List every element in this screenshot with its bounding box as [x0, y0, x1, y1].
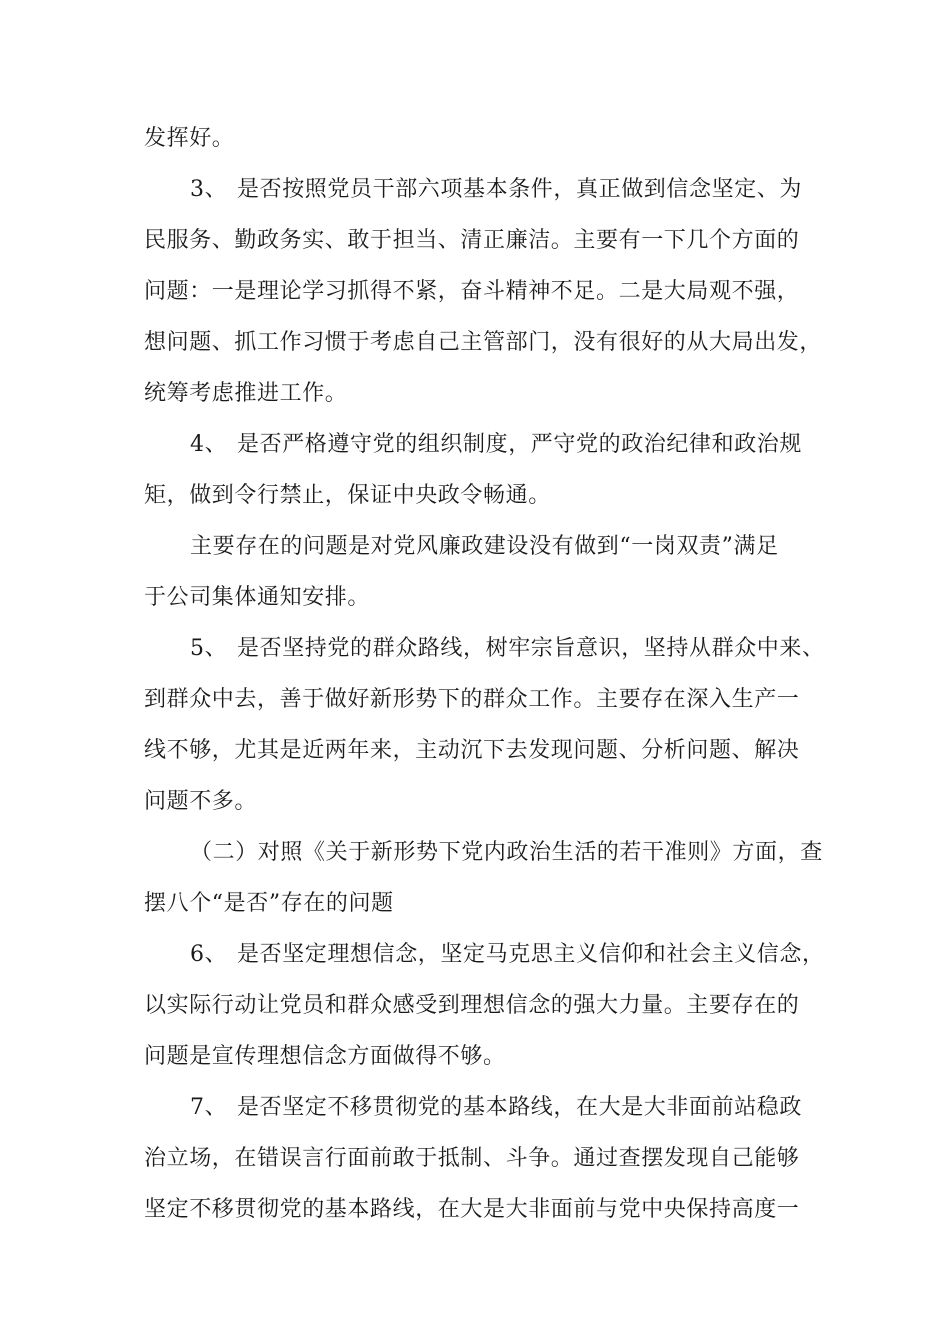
paragraph-line: 问题是宣传理想信念方面做得不够。: [144, 1044, 506, 1069]
list-item-7-line: 7、 是否坚定不移贯彻党的基本路线，在大是大非面前站稳政: [190, 1088, 824, 1128]
paragraph-line: 主要存在的问题是对党风廉政建设没有做到“一岗双责”满足: [190, 534, 779, 559]
list-item-3-line: 3、 是否按照党员干部六项基本条件，真正做到信念坚定、为: [190, 170, 824, 210]
paragraph-line: 坚定不移贯彻党的基本路线，在大是大非面前与党中央保持高度一: [144, 1197, 800, 1222]
paragraph-line: 发挥好。: [144, 126, 235, 151]
item-number: 4、: [190, 432, 228, 457]
section-heading-line: （二）对照《关于新形势下党内政治生活的若干准则》方面，查: [190, 840, 823, 865]
paragraph-line: 问题不多。: [144, 789, 258, 814]
paragraph-line: 问题：一是理论学习抓得不紧，奋斗精神不足。二是大局观不强，: [144, 279, 800, 304]
item-number: 6、: [190, 942, 228, 967]
paragraph-line: 以实际行动让党员和群众感受到理想信念的强大力量。主要存在的: [144, 993, 800, 1018]
item-number: 3、: [190, 177, 228, 202]
paragraph-line: 想问题、抓工作习惯于考虑自己主管部门，没有很好的从大局出发，: [144, 330, 823, 355]
paragraph-line: 到群众中去，善于做好新形势下的群众工作。主要存在深入生产一: [144, 687, 800, 712]
paragraph-line: 线不够，尤其是近两年来，主动沉下去发现问题、分析问题、解决: [144, 738, 800, 763]
section-heading-line: 摆八个“是否”存在的问题: [144, 891, 394, 916]
paragraph-line: 治立场，在错误言行面前敢于抵制、斗争。通过查摆发现自己能够: [144, 1146, 800, 1171]
item-number: 7、: [190, 1095, 228, 1120]
paragraph-line: 于公司集体通知安排。: [144, 585, 371, 610]
list-item-4-line: 4、 是否严格遵守党的组织制度，严守党的政治纪律和政治规: [190, 425, 824, 465]
list-item-6-line: 6、 是否坚定理想信念，坚定马克思主义信仰和社会主义信念，: [190, 935, 824, 975]
paragraph-line: 矩，做到令行禁止，保证中央政令畅通。: [144, 483, 551, 508]
paragraph-line: 统筹考虑推进工作。: [144, 381, 348, 406]
list-item-5-line: 5、 是否坚持党的群众路线，树牢宗旨意识，坚持从群众中来、: [190, 629, 824, 669]
item-number: 5、: [190, 636, 228, 661]
paragraph-line: 民服务、勤政务实、敢于担当、清正廉洁。主要有一下几个方面的: [144, 228, 800, 253]
